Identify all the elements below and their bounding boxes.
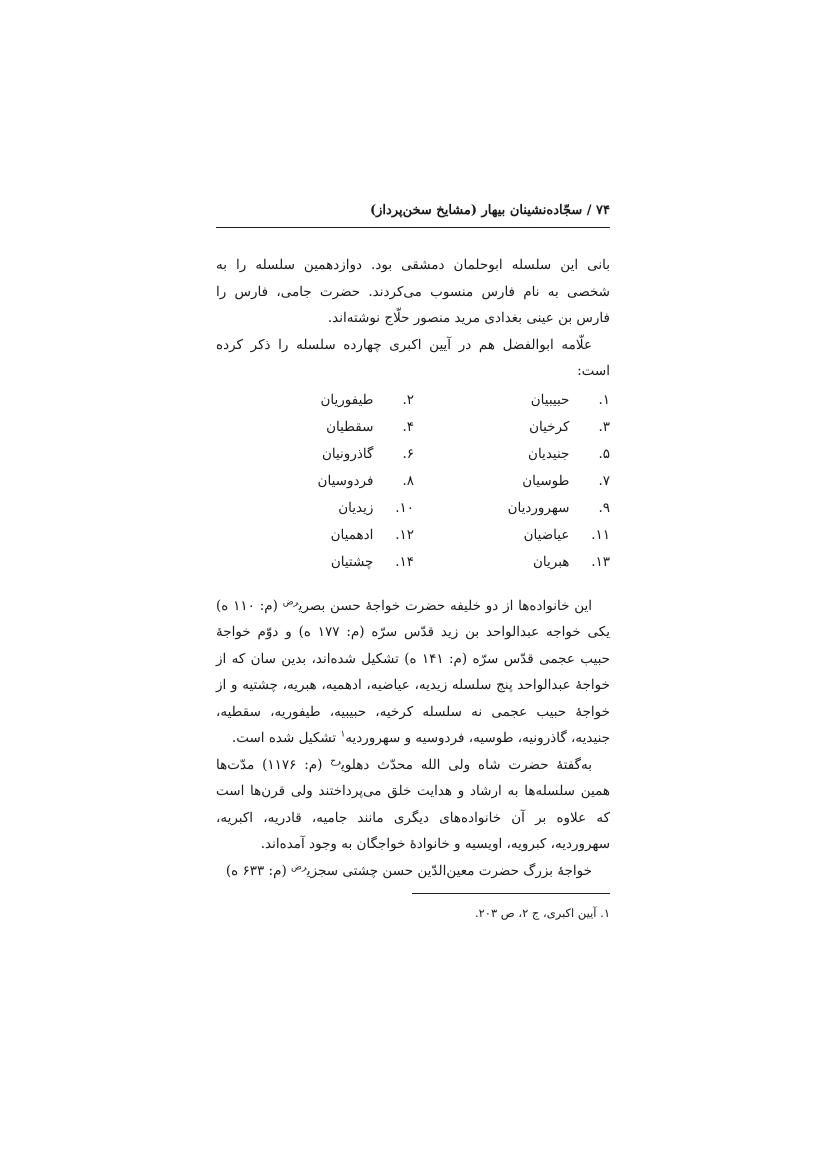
list-label: چشتیان — [330, 553, 374, 570]
list-label: گاذرونیان — [321, 445, 374, 462]
list-label: هبریان — [532, 553, 570, 570]
list-label: ادهمیان — [330, 526, 374, 543]
list-label: سقطیان — [326, 418, 374, 435]
list-item — [524, 522, 610, 549]
list-item — [533, 549, 610, 576]
running-header: ۷۴ / سجّاده‌نشینان بیهار (مشایخ سخن‌پرداز) — [369, 203, 610, 218]
list-item — [322, 441, 414, 468]
list-number: ۱۲. — [395, 526, 414, 543]
list-label: کرخیان — [529, 418, 570, 435]
list-label: حبیبیان — [530, 391, 570, 408]
list-number: ۱۳. — [591, 553, 610, 570]
paragraph-4 — [216, 752, 610, 858]
paragraph-5 — [216, 858, 610, 885]
list-number: ۳. — [598, 418, 610, 435]
list-number: ۸. — [402, 472, 414, 489]
list-number: ۱۴. — [395, 553, 414, 570]
paragraph-4-text-b: (م: ۱۱۷۶) مدّت‌ها همین سلسله‌ها به ارشاد و هدایت خلق می‌پرداختند ولی قرن‌ها است که علاوه بر آن خانواده‌های دیگری مانند جامیه، قادریه، اکبریه، سهروردیه، کبرویه، اویسیه و خانوادهٔ خواجگان به وجود آمده‌اند. — [216, 756, 610, 852]
list-item — [331, 549, 414, 576]
silsila-list — [216, 387, 610, 659]
list-item — [528, 441, 610, 468]
paragraph-5-text-a: خواجهٔ بزرگ حضرت معین‌الدّین حسن چشتی سجزی — [306, 862, 592, 879]
footnote-divider — [412, 893, 610, 894]
list-number: ۷. — [598, 472, 610, 489]
list-number: ۶. — [402, 445, 414, 462]
list-item — [320, 387, 414, 414]
list-number: ۴. — [402, 418, 414, 435]
paragraph-5-text-b: (م: ۶۳۳ ه) — [225, 862, 292, 879]
body-text — [216, 252, 610, 884]
list-item — [331, 522, 414, 549]
list-number: ۵. — [598, 445, 610, 462]
list-item — [318, 468, 414, 495]
list-number: ۹. — [598, 499, 610, 516]
footnote: ۱. آیین اکبری، ج ۲، ص ۲۰۳. — [474, 906, 610, 920]
list-item — [522, 468, 610, 495]
paragraph-1: بانی این سلسله ابوحلمان دمشقی بود. دوازدهمین سلسله را به شخصی به نام فارس منسوب می‌کردند. حضرت جامی، فارس را فارس بن عینی بغدادی مرید منصور حلّاج نوشته‌اند. — [216, 257, 610, 326]
paragraph-2: علّامه ابوالفضل هم در آیین اکبری چهارده سلسله را ذکر کرده است: — [216, 336, 610, 379]
list-item — [508, 495, 610, 522]
honorific-mark: رح — [330, 756, 342, 766]
list-number: ۲. — [402, 391, 414, 408]
list-label: عیاضیان — [523, 526, 570, 543]
list-number: ۱۱. — [591, 526, 610, 543]
paragraph-3-text-a: این خانواده‌ها از دو خلیفه حضرت خواجهٔ حسن بصری — [298, 597, 593, 614]
paragraph-3-text-b: (م: ۱۱۰ ه) یکی خواجه عبدالواحد بن زید قدّس سرّه (م: ۱۷۷ ه) و دوّم خواجهٔ حبیب عجمی قدّس سرّه (م: ۱۴۱ ه) تشکیل شده‌اند، بدین سان که از خواجهٔ عبدالواحد پنج سلسله زیدیه، عیاضیه، ادهمیه، هبریه، چشتیه و از خواجهٔ حبیب عجمی نه سلسله کرخیه، حبیبیه، طیفوریه، سقطیه، جنیدیه، گاذرونیه، طوسیه، فردوسیه و سهروردیه — [216, 597, 610, 746]
list-number: ۱. — [598, 391, 610, 408]
list-label: طوسیان — [522, 472, 570, 489]
paragraph-3-text-c: تشکیل شده است. — [231, 730, 341, 746]
honorific-mark: رض — [291, 862, 307, 872]
list-label: زیدیان — [338, 499, 374, 516]
list-label: فردوسیان — [317, 472, 374, 489]
list-label: سهروردیان — [507, 499, 570, 516]
list-number: ۱۰. — [395, 499, 414, 516]
paragraph-4-text-a: به‌گفتهٔ حضرت شاه ولی الله محدّث دهلوی — [341, 756, 592, 773]
honorific-mark: رض — [282, 597, 299, 607]
footnote-reference: ۱ — [340, 729, 346, 740]
list-label: جنیدیان — [528, 445, 570, 462]
list-item — [326, 414, 414, 441]
list-label: طیفوریان — [320, 391, 374, 408]
list-item — [338, 495, 414, 522]
list-item — [531, 387, 610, 414]
list-item — [529, 414, 610, 441]
header-divider — [216, 227, 610, 228]
